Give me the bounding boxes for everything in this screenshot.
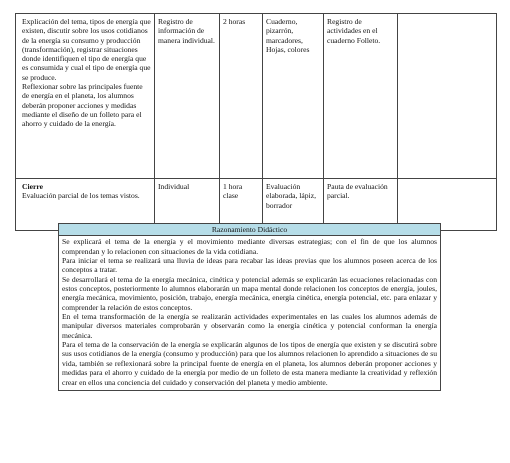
evaluation-text: Registro de actividades en el cuaderno Folleto. — [327, 17, 381, 45]
organization-text: Individual — [158, 182, 190, 191]
organization-cell — [155, 14, 220, 179]
activity-description: Evaluación parcial de los temas vistos. — [22, 191, 140, 201]
activity-description-cell — [16, 14, 155, 179]
razonamiento-didactico-box — [58, 223, 441, 391]
activity-description: Explicación del tema, tipos de energía que existen, discutir sobre los usos cotidianos de la energía su consumo y producción (transformación), registrar situaciones donde identifiquen el tipo de energía que es consumida y cual el tipo de energía que se produce. Reflexionar sobre las principales fuente de energía en el planeta, los alumnos deberán proponer acciones y medidas mediante el diseño de un folleto para el ahorro y cuidado de la energía. — [22, 17, 151, 129]
rd-paragraph: En el tema transformación de la energía se realizarán actividades experimentales en las cuales los alumnos además de manipular diversos materiales comprobarán y observarán como la energía cinética y potencial conforman la energía mecánica. — [62, 312, 437, 340]
rd-paragraph: Para el tema de la conservación de la energía se explicarán algunos de los tipos de energía que existen y se discutirá sobre sus usos cotidianos de la energía (consumo y producción) para que los alumnos relacionen lo aprendido a situaciones de su vida, también se reflexionará sobre la principal fuente de energía en el planeta, los alumnos deberán proponer acciones y medidas para el ahorro y cuidado de la energía por medio de un folleto de esta manera mediante la creatividad y reflexión crear en ellos una conciencia del cuidado y conservación del planeta y medio ambiente. — [62, 340, 437, 387]
phase-title: Cierre — [22, 182, 43, 191]
materials-text: Cuaderno, pizarrón, marcadores, Hojas, colores — [266, 17, 310, 54]
evaluation-text: Pauta de evaluación parcial. — [327, 182, 388, 201]
razonamiento-didactico-title: Razonamiento Didáctico — [59, 224, 440, 236]
materials-text: Evaluación elaborada, lápiz, borrador — [266, 182, 316, 210]
time-text: 1 hora clase — [223, 182, 243, 201]
evaluation-cell — [324, 14, 398, 179]
rd-paragraph: Para iniciar el tema se realizará una lluvia de ideas para recabar las ideas previas que los alumnos poseen acerca de los conceptos a tratar. — [62, 256, 437, 275]
time-cell — [220, 14, 263, 179]
materials-cell — [263, 14, 324, 179]
rd-paragraph: Se desarrollará el tema de la energía mecánica, cinética y potencial además se explicarán las ecuaciones relacionadas con estos conceptos, posteriormente lo alumnos elaborarán un mapa mental donde relacionen los conceptos de energía, joules, energía mecánica, movimiento, posición, trabajo, energía mecánica, energía cinética, energía potencial, etc. para enlazar y comprender la relación de estos conceptos. — [62, 274, 437, 312]
empty-cell — [398, 14, 497, 179]
time-text: 2 horas — [223, 17, 246, 26]
table-row — [16, 14, 497, 179]
rd-paragraph: Se explicará el tema de la energía y el movimiento mediante diversas estrategias; con el fin de que los alumnos comprendan y lo relacionen con situaciones de la vida cotidiana. — [62, 237, 437, 256]
lesson-plan-table — [15, 13, 497, 231]
razonamiento-didactico-body — [59, 236, 440, 390]
organization-text: Registro de información de manera individual. — [158, 17, 215, 45]
